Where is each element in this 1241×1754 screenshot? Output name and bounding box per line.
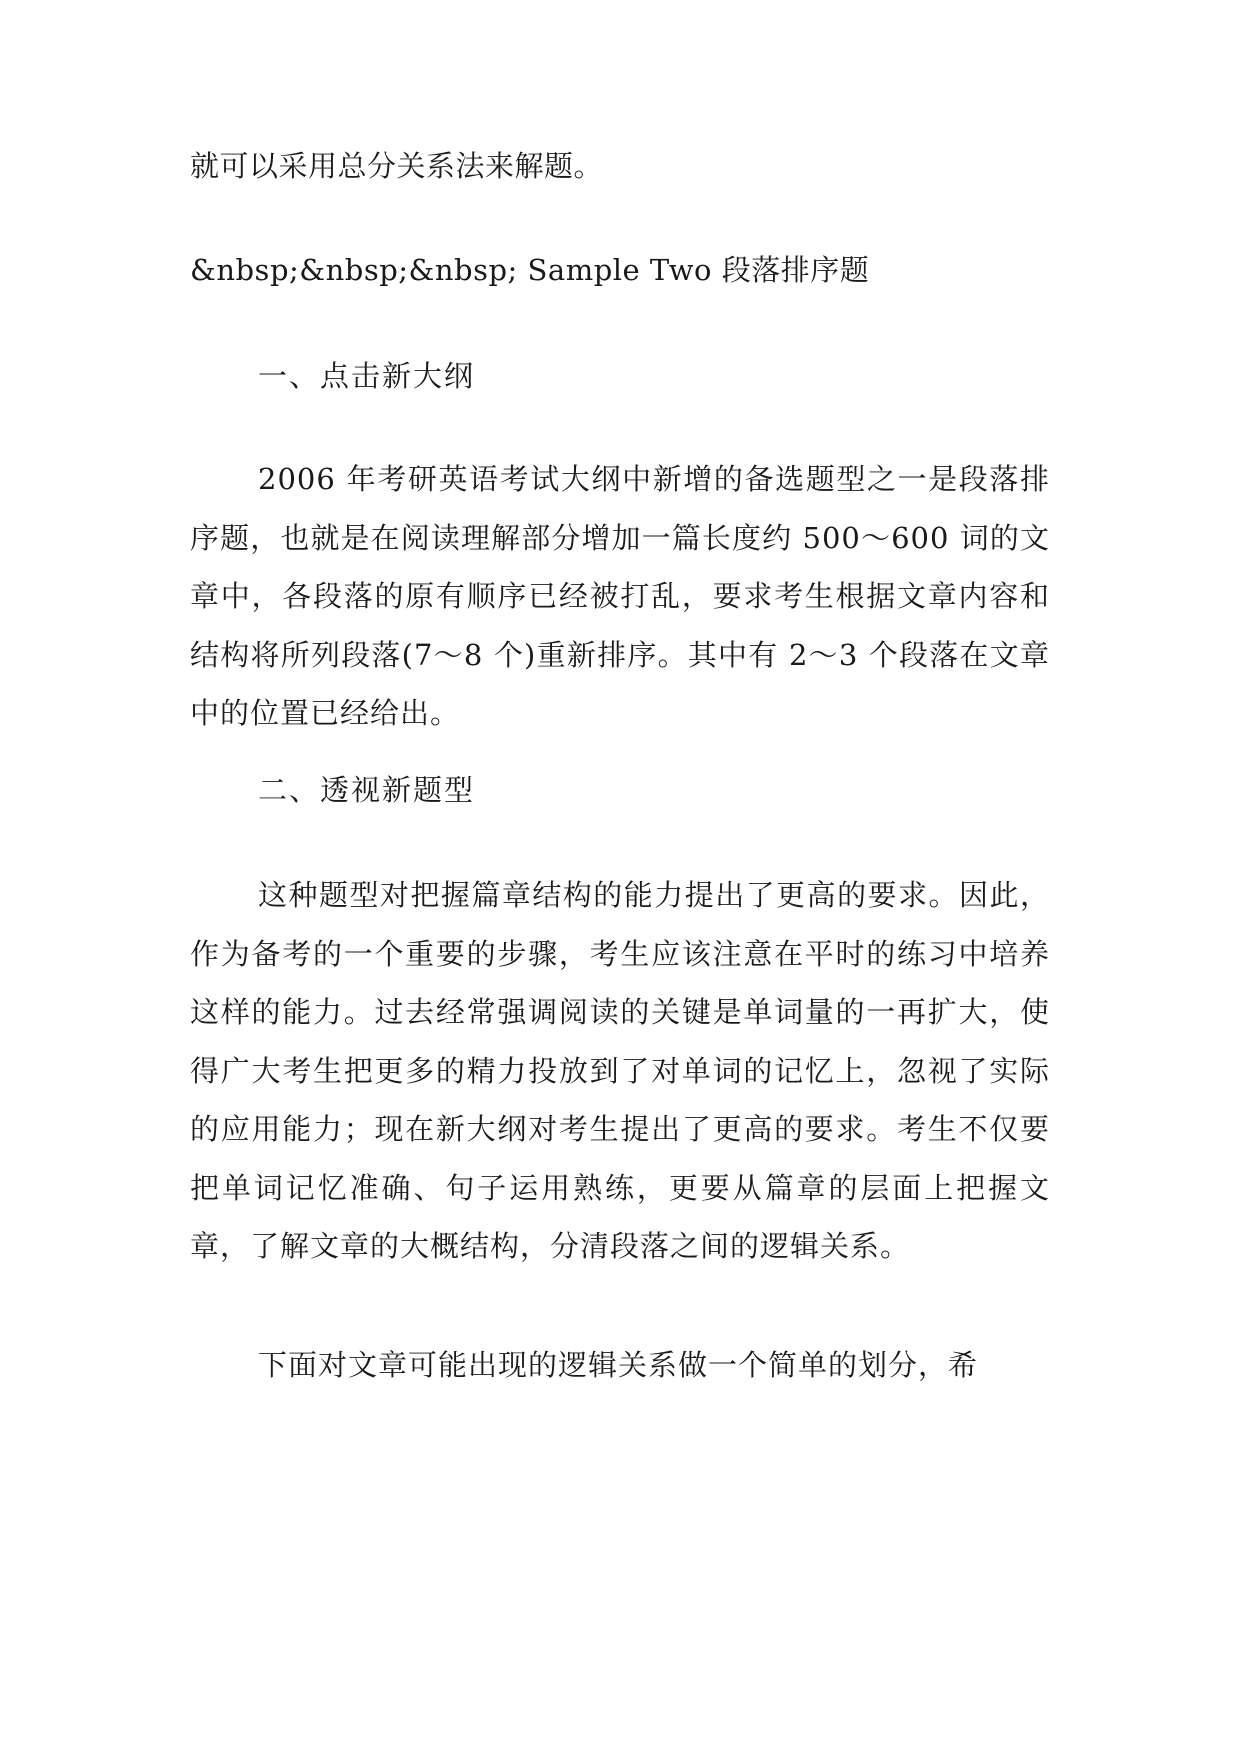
section-heading-1: 一、点击新大纲: [258, 359, 476, 393]
section-2-paragraph: 这种题型对把握篇章结构的能力提出了更高的要求。因此，作为备考的一个重要的步骤，考生应该注意在平时的练习中培养这样的能力。过去经常强调阅读的关键是单词量的一再扩大，使得广大考生把更多的精力投放到了对单词的记忆上，忽视了实际的应用能力；现在新大纲对考生提出了更高的要求。考生不仅要把单词记忆准确、句子运用熟练，更要从篇章的层面上把握文章，了解文章的大概结构，分清段落之间的逻辑关系。: [190, 878, 1050, 1263]
sample-title: &nbsp;&nbsp;&nbsp; Sample Two 段落排序题: [190, 253, 870, 287]
section-1-paragraph: 2006 年考研英语考试大纲中新增的备选题型之一是段落排序题，也就是在阅读理解部分增加一篇长度约 500～600 词的文章中，各段落的原有顺序已经被打乱，要求考生根据文章内容和结构将所列段落(7～8 个)重新排序。其中有 2～3 个段落在文章中的位置已经给出。: [190, 462, 1050, 730]
paragraph-continuation: 就可以采用总分关系法来解题。: [190, 149, 604, 183]
last-paragraph: 下面对文章可能出现的逻辑关系做一个简单的划分，希: [258, 1348, 979, 1382]
section-heading-2: 二、透视新题型: [258, 773, 476, 807]
